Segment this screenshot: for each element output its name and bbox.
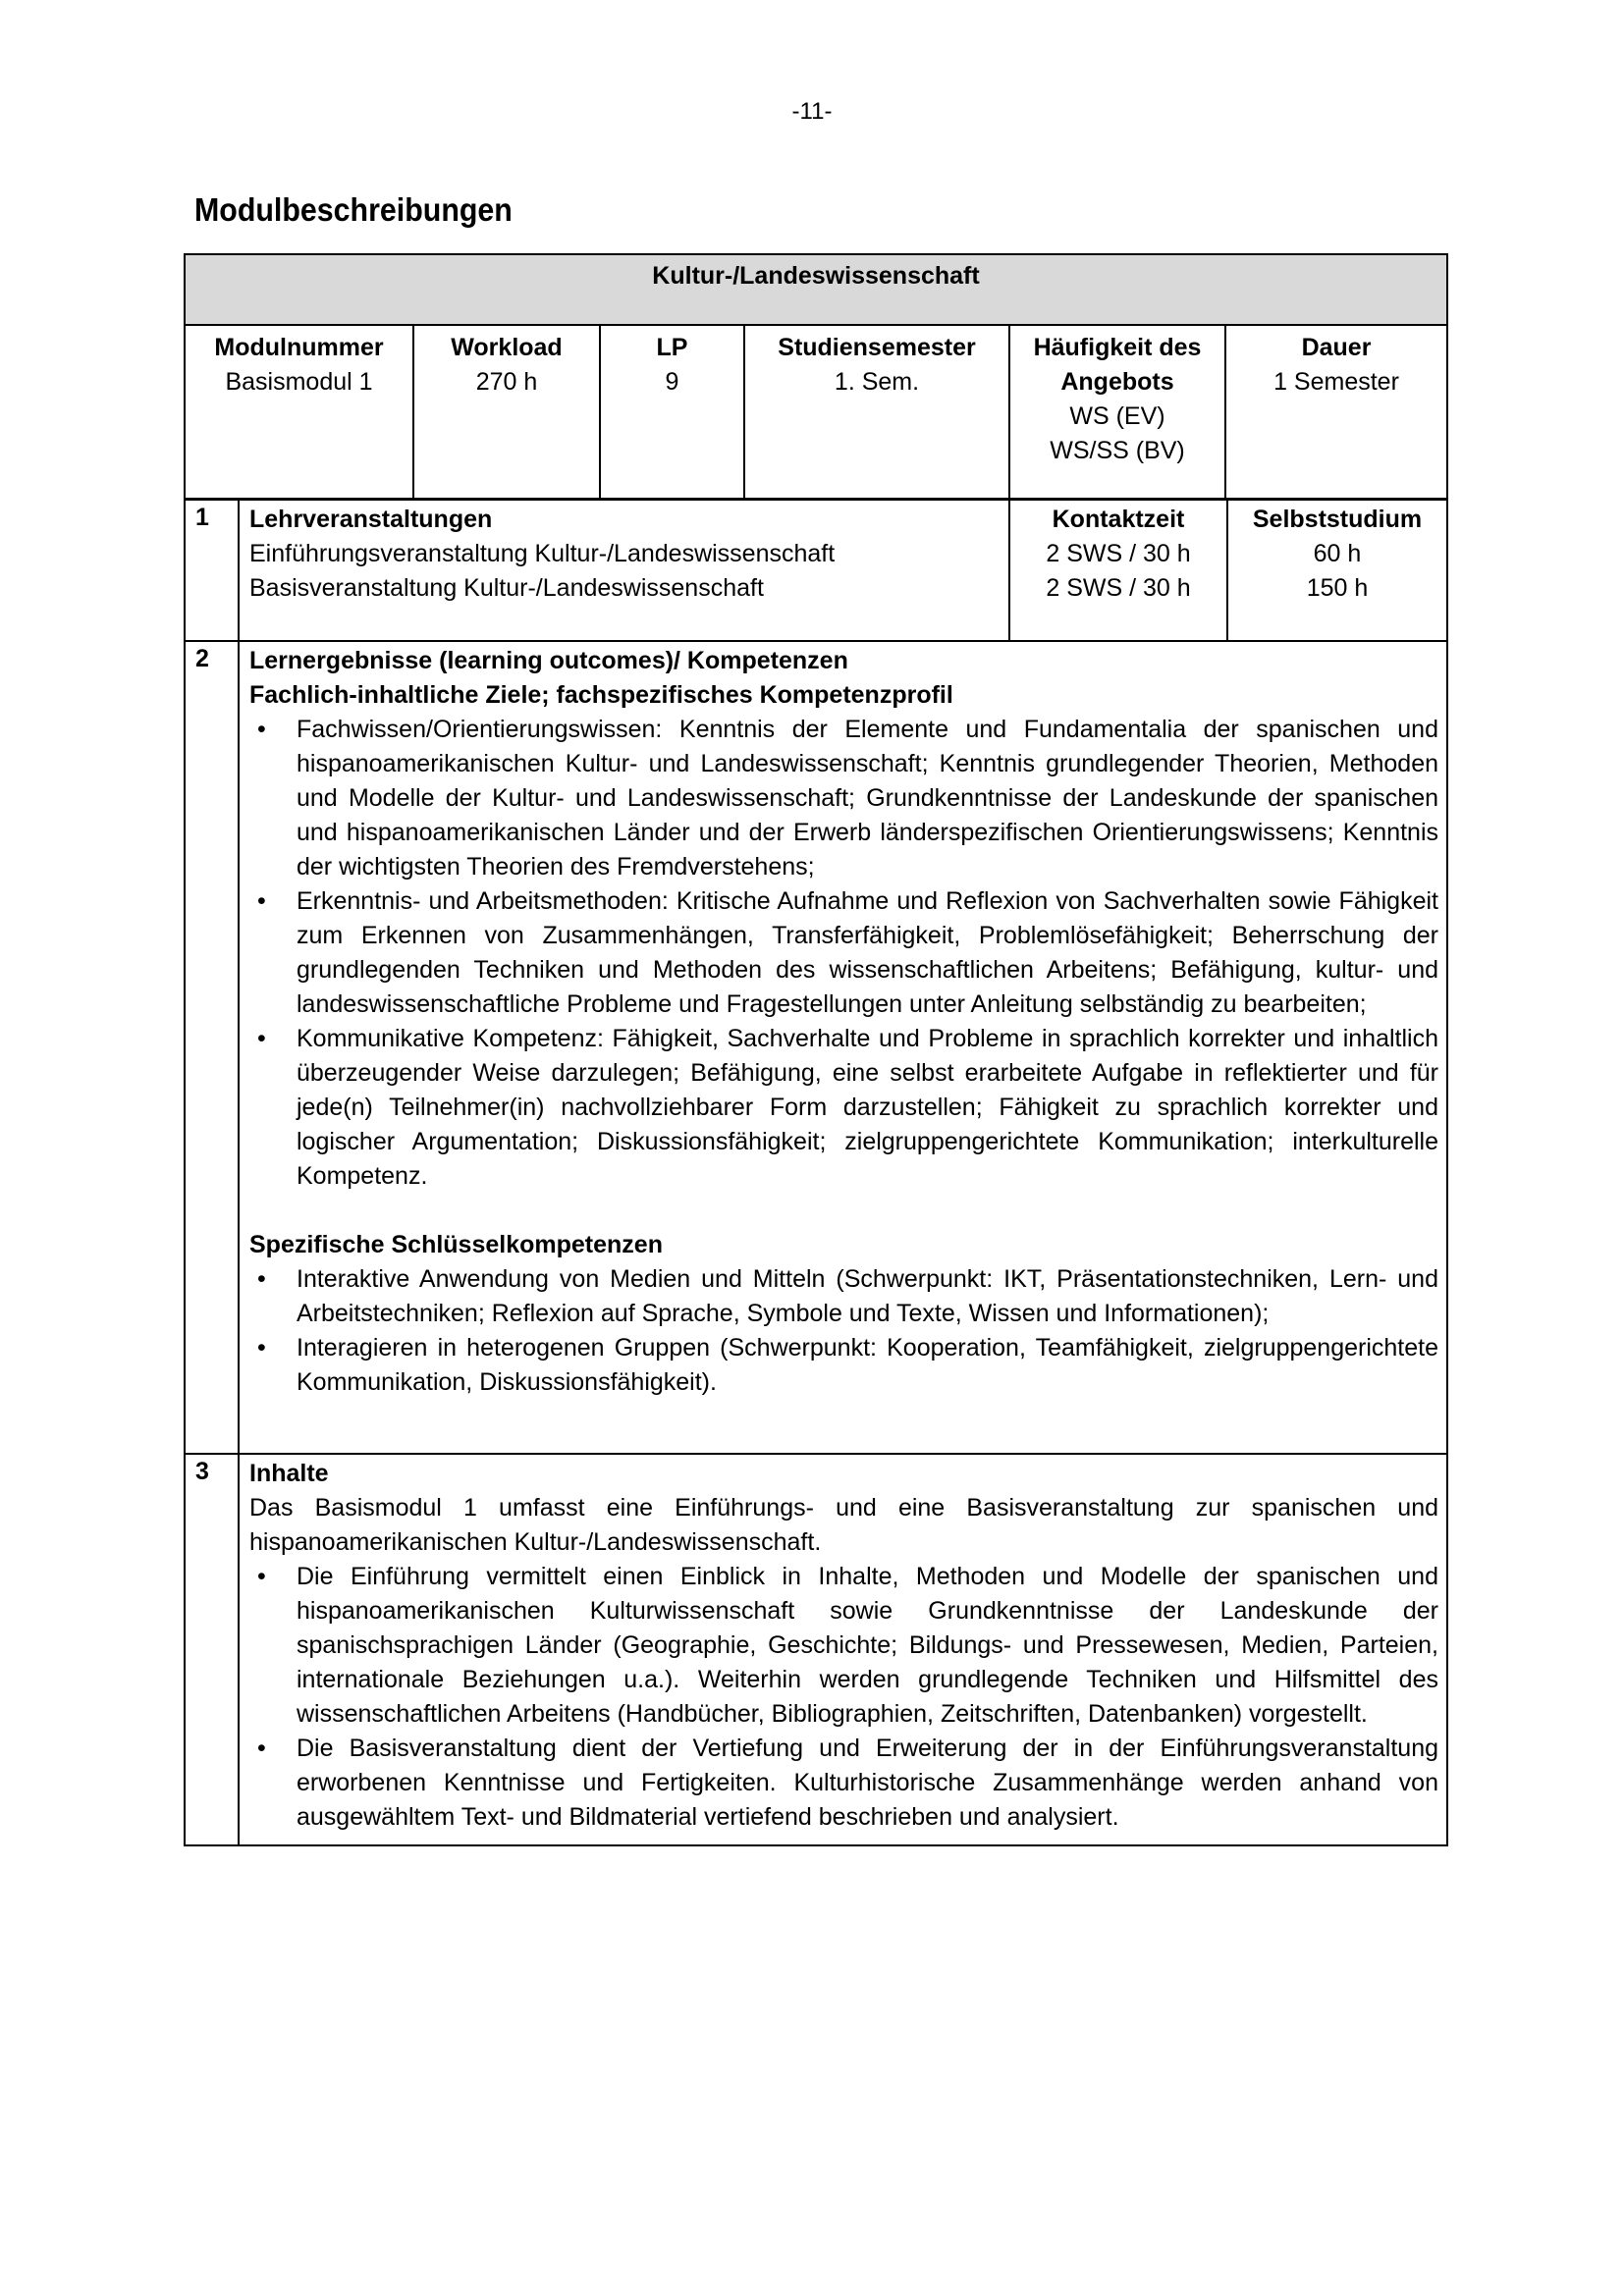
haeufigkeit-value-2: WS/SS (BV) (1050, 437, 1185, 464)
content-list (249, 1560, 1438, 1835)
selbststudium-label: Selbststudium (1252, 506, 1423, 533)
list-item: • Kommunikative Kompetenz: Fähigkeit, Sachverhalte und Probleme in sprachlich korrekter und inhaltlich überzeugender Weise darzulegen; Befähigung, eine selbst erarbeitete Aufgabe in reflektierter und für jede(n) Teilnehmer(in) nachvollziehbarer Form darzustellen; Fähigkeit zu sprachlich korrekter und logischer Argumentation; Diskussionsfähigkeit; zielgruppengerichtete Kommunikation; interkulturelle Kompetenz. (249, 1022, 1438, 1194)
modulnummer-value: Basismodul 1 (225, 368, 373, 396)
studiensemester-label: Studiensemester (778, 334, 976, 361)
list-item: • Fachwissen/Orientierungswissen: Kenntnis der Elemente und Fundamentalia der spanischen und hispanoamerikanischen Kultur- und Landeswissenschaft; Kenntnis grundlegender Theorien, Methoden und Modelle der Kultur- und Landeswissenschaft; Grundkenntnisse der Landeskunde der spanischen und hispanoamerikanischen Länder und der Erwerb länderspezifischen Orientierungswissens; Kenntnis der wichtigsten Theorien des Fremdverstehens; (249, 713, 1438, 884)
page-number: -11- (791, 98, 833, 125)
modulnummer-cell (186, 326, 414, 498)
competence-list (249, 713, 1438, 1194)
kontaktzeit-label: Kontaktzeit (1052, 506, 1185, 533)
section-title: Lehrveranstaltungen (249, 506, 493, 533)
workload-value: 270 h (475, 368, 538, 396)
list-item: • Die Basisveranstaltung dient der Vertiefung und Erweiterung der in der Einführungsveranstaltung erworbenen Kenntnisse und Fertigkeiten. Kulturhistorische Zusammenhänge werden anhand von ausgewähltem Text- und Bildmaterial vertiefend beschrieben und analysiert. (249, 1732, 1438, 1835)
section-inhalte (186, 1455, 1446, 1844)
studiensemester-value: 1. Sem. (834, 368, 920, 396)
section-number: 1 (186, 501, 240, 640)
modulnummer-label: Modulnummer (214, 334, 384, 361)
list-item: • Interaktive Anwendung von Medien und Mitteln (Schwerpunkt: IKT, Präsentationstechniken, Lern- und Arbeitstechniken; Reflexion auf Sprache, Symbole und Texte, Wissen und Informationen); (249, 1262, 1438, 1331)
list-item: • Interagieren in heterogenen Gruppen (Schwerpunkt: Kooperation, Teamfähigkeit, zielgruppengerichtete Kommunikation, Diskussionsfähigkeit). (249, 1331, 1438, 1400)
dauer-value: 1 Semester (1273, 368, 1399, 396)
workload-label: Workload (451, 334, 563, 361)
kontaktzeit-value: 2 SWS / 30 h (1046, 540, 1191, 567)
haeufigkeit-label-2: Angebots (1060, 368, 1174, 396)
list-item: • Erkenntnis- und Arbeitsmethoden: Kritische Aufnahme und Reflexion von Sachverhalten sowie Fähigkeit zum Erkennen von Zusammenhängen, Transferfähigkeit, Problemlösefähigkeit; Beherrschung der grundlegenden Techniken und Methoden des wissenschaftlichen Arbeitens; Befähigung, kultur- und landeswissenschaftliche Probleme und Fragestellungen unter Anleitung selbständig zu bearbeiten; (249, 884, 1438, 1022)
workload-cell (414, 326, 601, 498)
haeufigkeit-value-1: WS (EV) (1069, 402, 1165, 430)
kontaktzeit-value: 2 SWS / 30 h (1046, 574, 1191, 602)
section-lernergebnisse (186, 642, 1446, 1455)
module-table (184, 253, 1448, 1846)
dauer-cell (1226, 326, 1446, 498)
course-item: Basisveranstaltung Kultur-/Landeswissenschaft (249, 574, 764, 602)
studiensemester-cell (745, 326, 1010, 498)
haeufigkeit-label-1: Häufigkeit des (1033, 334, 1202, 361)
list-item: • Die Einführung vermittelt einen Einblick in Inhalte, Methoden und Modelle der spanischen und hispanoamerikanischen Kulturwissenschaft sowie Grundkenntnisse der Landeskunde der spanischsprachigen Länder (Geographie, Geschichte; Bildungs- und Pressewesen, Medien, Parteien, internationale Beziehungen u.a.). Weiterhin werden grundlegende Techniken und Hilfsmittel des wissenschaftlichen Arbeitens (Handbücher, Bibliographien, Zeitschriften, Datenbanken) vorgestellt. (249, 1560, 1438, 1732)
section-lehrveranstaltungen (186, 501, 1446, 642)
key-competence-list (249, 1262, 1438, 1400)
section-number: 2 (186, 642, 240, 1453)
selbststudium-value: 150 h (1306, 574, 1369, 602)
module-info-row (186, 326, 1446, 501)
lp-cell (601, 326, 745, 498)
section-title: Inhalte (249, 1460, 329, 1487)
module-title: Kultur-/Landeswissenschaft (186, 255, 1446, 326)
haeufigkeit-cell (1010, 326, 1226, 498)
course-item: Einführungsveranstaltung Kultur-/Landeswissenschaft (249, 540, 836, 567)
section-intro: Das Basismodul 1 umfasst eine Einführungs- und eine Basisveranstaltung zur spanischen und hispanoamerikanischen Kultur-/Landeswissenschaft. (249, 1494, 1438, 1556)
lp-value: 9 (665, 368, 679, 396)
section-subtitle: Fachlich-inhaltliche Ziele; fachspezifisches Kompetenzprofil (249, 681, 953, 709)
page-title: Modulbeschreibungen (194, 191, 513, 228)
section-title: Lernergebnisse (learning outcomes)/ Kompetenzen (249, 647, 848, 674)
selbststudium-value: 60 h (1313, 540, 1362, 567)
key-competences-title: Spezifische Schlüsselkompetenzen (249, 1231, 663, 1258)
lp-label: LP (656, 334, 688, 361)
section-number: 3 (186, 1455, 240, 1844)
dauer-label: Dauer (1301, 334, 1372, 361)
